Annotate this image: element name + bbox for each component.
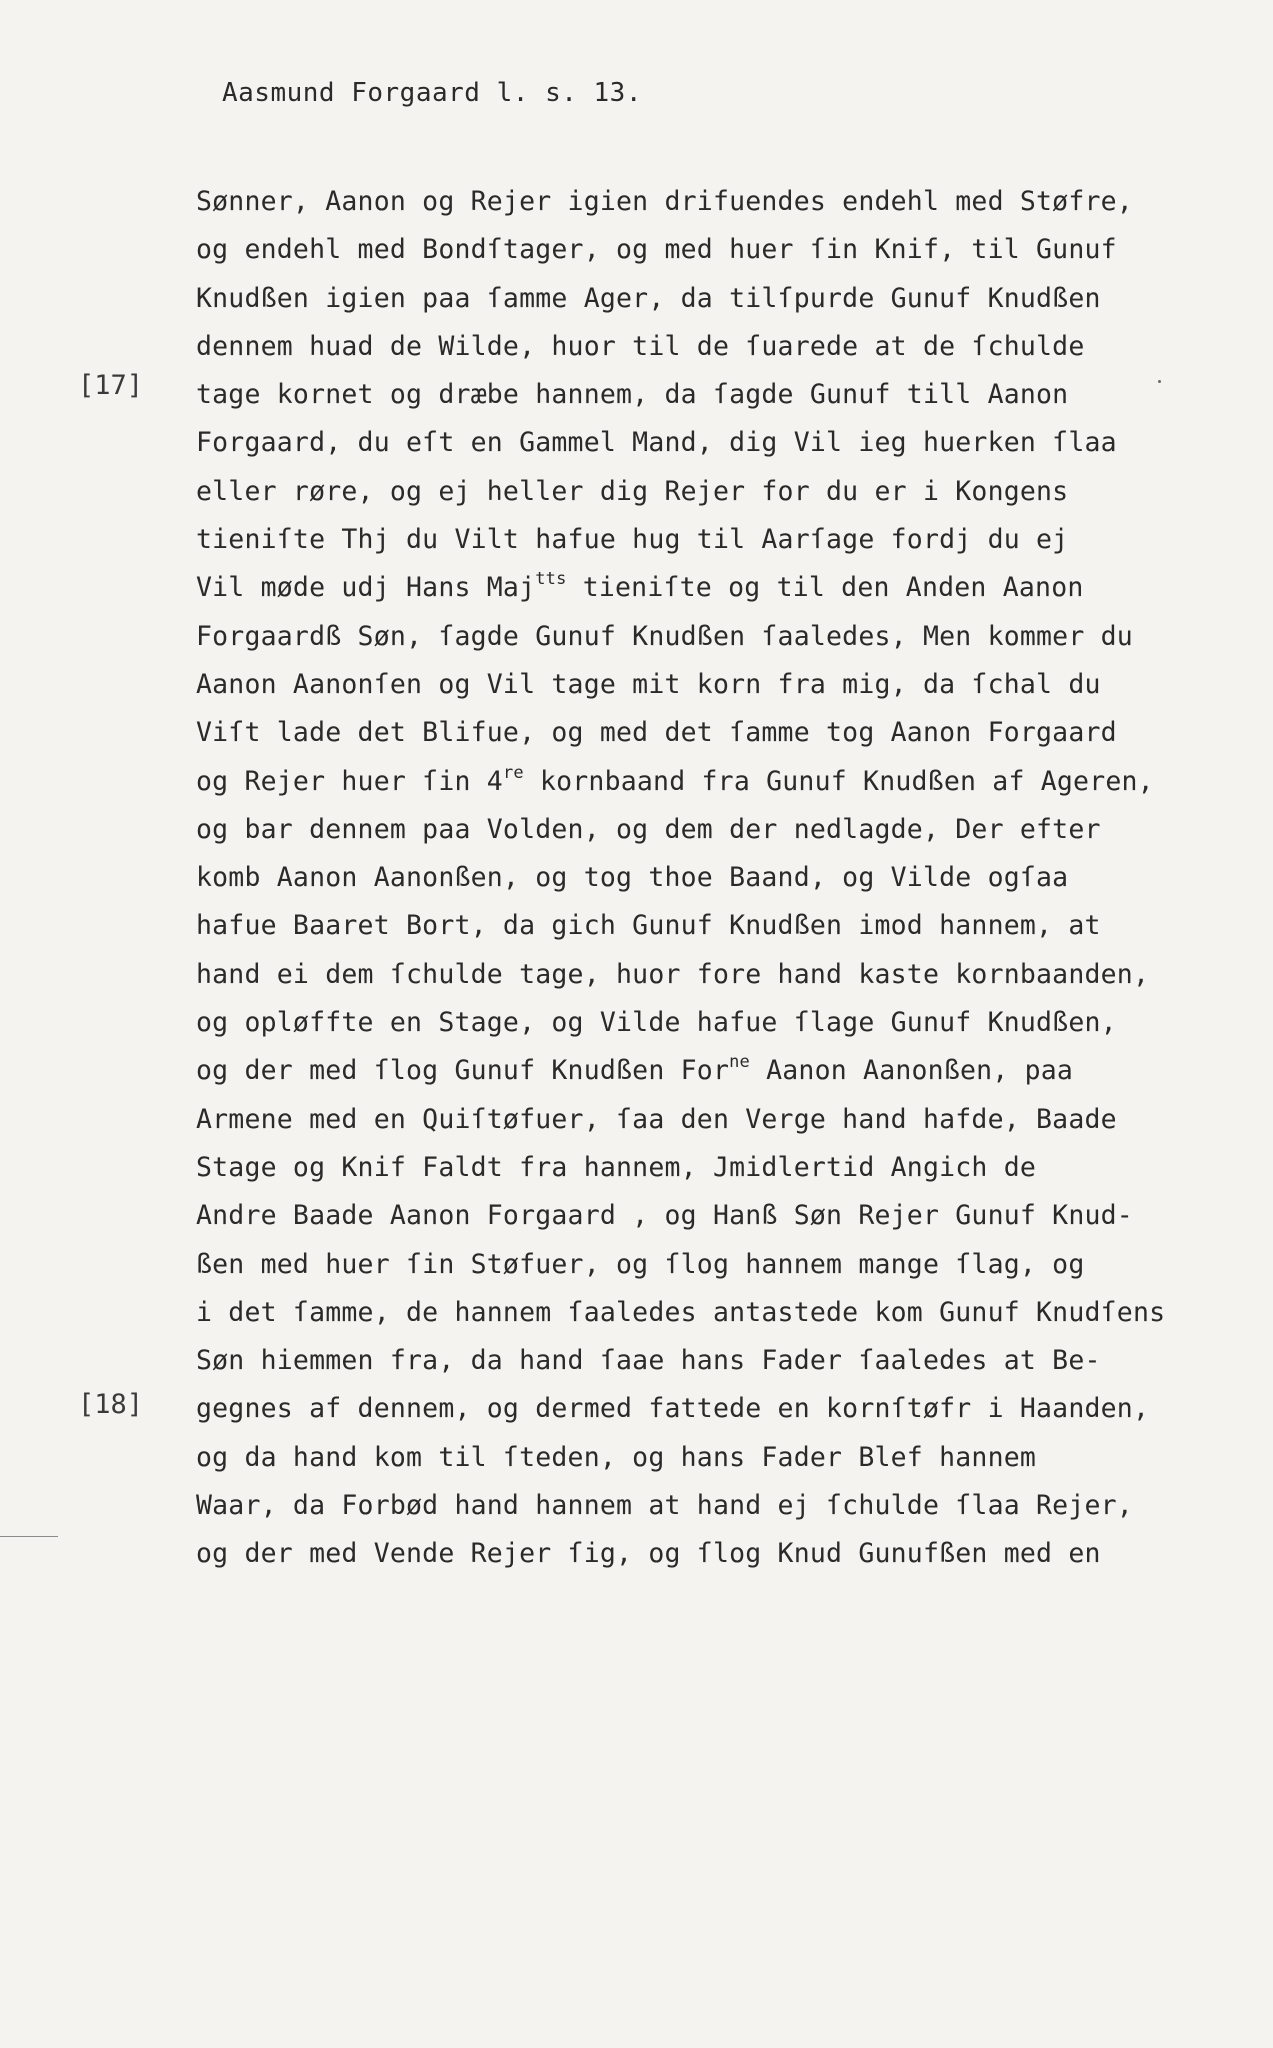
text-line: og opløffte en Stage, og Vilde hafue ſlage Gunuf Knudßen, [196,1007,1117,1039]
text-line [196,758,1154,806]
margin-note-17: [17] [78,370,144,401]
text-line: Waar, da Forbød hand hannem at hand ej ſchulde ſlaa Rejer, [196,1490,1133,1522]
text-line: ßen med huer ſin Støfuer, og ſlog hannem mange ſlag, og [196,1248,1085,1280]
margin-edge-mark [0,1536,58,1537]
text-line: Forgaardß Søn, ſagde Gunuf Knudßen ſaaledes, Men kommer du [196,620,1133,652]
text-line-segment: kornbaand fra Gunuf Knudßen af Ageren, [523,765,1154,797]
text-line: komb Aanon Aanonßen, og tog thoe Baand, og Vilde ogſaa [196,862,1069,894]
text-line-segment: og Rejer huer ſin 4 [196,765,503,797]
text-line: Stage og Knif Faldt fra hannem, Jmidlertid Angich de [196,1151,1037,1183]
document-header: Aasmund Forgaard l. s. 13. [222,78,642,108]
text-line: Søn hiemmen fra, da hand ſaae hans Fader ſaaledes at Be- [196,1345,1101,1377]
text-line: Aanon Aanonſen og Vil tage mit korn fra mig, da ſchal du [196,668,1101,700]
transcription-body [196,178,1166,1579]
text-line: og der med Vende Rejer ſig, og ſlog Knud Gunufßen med en [196,1538,1101,1570]
text-line-segment: Vil møde udj Hans Maj [196,572,536,604]
text-line-segment: Aanon Aanonßen, paa [749,1055,1074,1087]
text-line: Knudßen igien paa ſamme Ager, da tilſpurde Gunuf Knudßen [196,282,1101,314]
text-line: og bar dennem paa Volden, og dem der nedlagde, Der efter [196,813,1101,845]
text-line: hafue Baaret Bort, da gich Gunuf Knudßen imod hannem, at [196,910,1101,942]
text-line: Sønner, Aanon og Rejer igien drifuendes endehl med Støfre, [196,186,1133,217]
superscript-abbreviation: tts [535,569,567,590]
text-line-segment: tieniſte og til den Anden Aanon [566,572,1084,604]
text-line: dennem huad de Wilde, huor til de ſuarede at de ſchulde [196,330,1085,362]
text-line: og da hand kom til ſteden, og hans Fader Blef hannem [196,1441,1037,1473]
text-line: Forgaard, du eſt en Gammel Mand, dig Vil ieg huerken ſlaa [196,427,1117,459]
margin-note-18: [18] [78,1389,144,1420]
text-line: Armene med en Quiſtøfuer, ſaa den Verge hand hafde, Baade [196,1103,1117,1135]
text-line: gegnes af dennem, og dermed fattede en kornſtøfr i Haanden, [196,1393,1150,1425]
text-line: tieniſte Thj du Vilt hafue hug til Aarſage fordj du ej [196,524,1069,556]
text-line [196,1047,1116,1095]
text-line: og endehl med Bondſtager, og med huer ſin Knif, til Gunuf [196,234,1117,266]
text-line: i det ſamme, de hannem ſaaledes antastede kom Gunuf Knudſens [196,1296,1166,1328]
text-line: Viſt lade det Blifue, og med det ſamme tog Aanon Forgaard [196,717,1117,749]
superscript-abbreviation: ne [729,1052,750,1073]
text-line [196,564,1116,612]
text-line: eller røre, og ej heller dig Rejer for du er i Kongens [196,475,1069,507]
text-line: Andre Baade Aanon Forgaard , og Hanß Søn Rejer Gunuf Knud- [196,1200,1133,1232]
superscript-abbreviation: re [502,762,524,783]
text-line: tage kornet og dræbe hannem, da ſagde Gunuf till Aanon [196,379,1069,411]
text-line: hand ei dem ſchulde tage, huor fore hand kaste kornbaanden, [196,958,1150,990]
text-line-segment: og der med ſlog Gunuf Knudßen For [196,1055,730,1087]
ink-dot-mark [1158,380,1161,383]
